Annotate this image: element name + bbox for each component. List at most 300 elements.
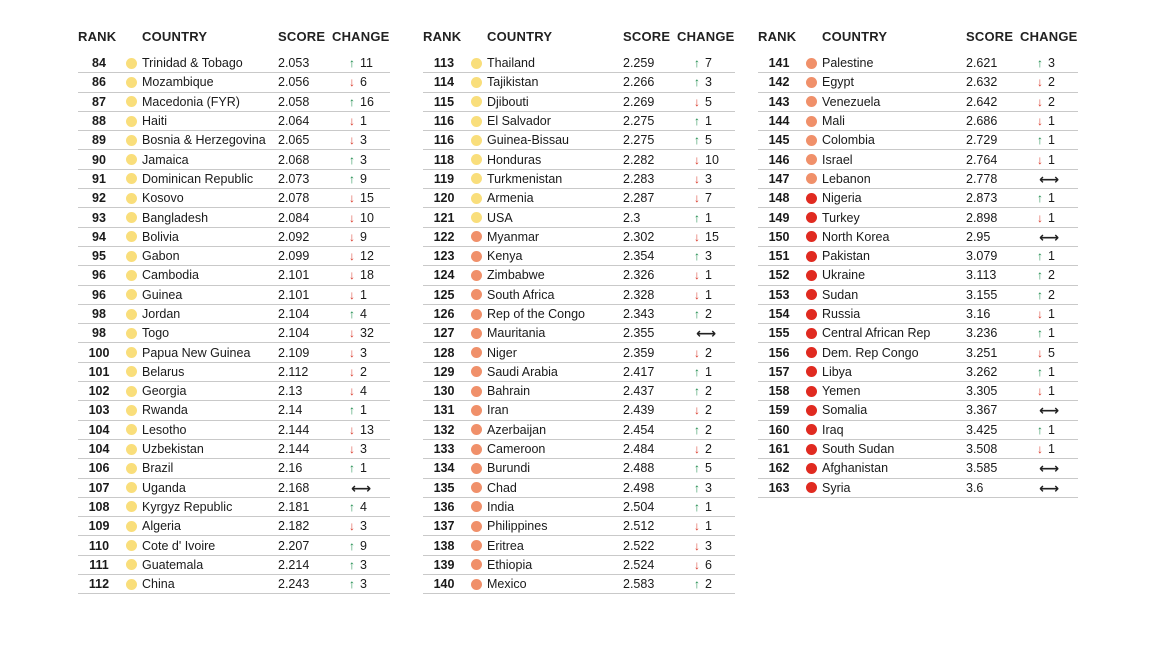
score-cell: 2.168 [278,480,310,495]
change-cell [332,95,390,109]
arrow-up-icon: ↑ [1037,364,1043,379]
change-value: 1 [1048,249,1055,264]
country-cell: Djibouti [487,94,529,109]
country-cell: Cote d' Ivoire [142,538,216,553]
header-rank: RANK [423,28,462,44]
arrow-up-icon: ↑ [349,461,355,476]
change-value: 5 [705,133,712,148]
change-value: 1 [1048,442,1055,457]
country-cell: El Salvador [487,114,551,129]
tier-dot-cell [120,540,142,551]
table-row [78,498,390,517]
table-row [758,131,1078,150]
change-cell [332,249,390,263]
tier-dot-icon [806,251,817,262]
country-cell: Georgia [142,384,187,399]
change-cell [677,114,735,128]
score-cell: 2.484 [623,442,655,457]
arrow-down-icon: ↓ [1037,210,1043,225]
arrow-up-icon: ↑ [349,403,355,418]
change-cell [677,153,735,167]
table-row [423,150,735,169]
arrow-up-icon: ↑ [694,422,700,437]
change-value: 3 [705,480,712,495]
country-cell: Papua New Guinea [142,345,251,360]
tier-dot-icon [471,482,482,493]
change-value: 2 [705,384,712,399]
tier-dot-icon [126,154,137,165]
rank-cell: 92 [92,191,106,206]
change-cell [677,384,735,398]
arrow-down-icon: ↓ [349,268,355,283]
rank-cell: 142 [768,75,790,90]
change-cell [1020,56,1078,70]
tier-dot-icon [126,58,137,69]
arrow-up-icon: ↑ [694,577,700,592]
arrow-down-icon: ↓ [349,364,355,379]
rank-cell: 123 [433,249,455,264]
change-value: 3 [360,577,367,592]
change-cell [1020,442,1078,456]
score-cell: 3.251 [966,345,998,360]
score-cell: 2.065 [278,133,310,148]
change-cell [677,172,735,186]
table-row [78,343,390,362]
score-cell: 3.113 [966,268,997,283]
country-cell: Armenia [487,191,534,206]
country-cell: Guinea [142,287,183,302]
table-row [78,73,390,92]
change-cell [1020,365,1078,379]
rank-cell: 106 [88,461,110,476]
tier-dot-cell [800,309,822,320]
tier-dot-icon [471,424,482,435]
country-cell: Bangladesh [142,210,209,225]
tier-dot-icon [471,231,482,242]
tier-dot-icon [126,579,137,590]
country-cell: Palestine [822,56,874,71]
arrow-down-icon: ↓ [1037,442,1043,457]
arrow-up-icon: ↑ [349,307,355,321]
change-value: 3 [360,519,367,534]
header-country: COUNTRY [822,28,888,44]
rank-cell: 150 [768,229,790,244]
tier-dot-cell [120,501,142,512]
tier-dot-cell [800,463,822,474]
change-cell [1020,95,1078,109]
tier-dot-cell [120,328,142,339]
tier-dot-icon [126,328,137,339]
rank-cell: 96 [92,268,106,283]
score-cell: 2.073 [278,171,310,186]
arrow-up-icon: ↑ [694,499,700,514]
table-row [758,343,1078,362]
rank-cell: 89 [92,133,106,148]
table-row [78,208,390,227]
table-row [758,189,1078,208]
arrow-up-icon: ↑ [694,364,700,379]
change-cell [677,346,735,360]
change-value: 1 [705,499,712,514]
change-cell [677,133,735,147]
tier-dot-icon [126,463,137,474]
tier-dot-icon [806,212,817,223]
arrow-up-icon: ↑ [694,384,700,399]
score-cell: 3.508 [966,442,998,457]
tier-dot-icon [126,193,137,204]
tier-dot-cell [120,559,142,570]
tier-dot-cell [800,154,822,165]
tier-dot-icon [126,212,137,223]
country-cell: Macedonia (FYR) [142,94,240,109]
country-cell: Rwanda [142,403,188,418]
table-row [423,575,735,594]
table-row [423,382,735,401]
country-cell: Syria [822,480,851,495]
rank-cell: 118 [433,152,455,167]
change-value: 1 [705,210,712,225]
rank-cell: 101 [88,364,110,379]
tier-dot-icon [806,231,817,242]
change-cell [332,558,390,572]
country-cell: Iran [487,403,509,418]
tier-dot-cell [465,482,487,493]
table-column-3 [758,24,1078,498]
rank-cell: 98 [92,307,106,321]
rank-cell: 154 [768,307,790,321]
score-cell: 3.236 [966,326,998,341]
country-cell: Mauritania [487,326,546,341]
tier-dot-icon [126,116,137,127]
score-cell: 3.079 [966,249,998,264]
table-row [758,479,1078,498]
rank-cell: 112 [88,577,110,592]
tier-dot-cell [800,135,822,146]
table-row [78,517,390,536]
tier-dot-icon [126,559,137,570]
rank-cell: 103 [88,403,110,418]
change-value: 3 [1048,56,1055,71]
table-row [423,440,735,459]
change-cell [677,326,735,340]
score-cell: 2.632 [966,75,998,90]
tier-dot-cell [800,328,822,339]
arrow-down-icon: ↓ [1037,152,1043,167]
arrow-down-icon: ↓ [1037,345,1043,360]
table-row [78,112,390,131]
arrow-down-icon: ↓ [694,268,700,283]
tier-dot-cell [465,96,487,107]
tier-dot-cell [465,231,487,242]
country-cell: Venezuela [822,94,881,109]
tier-dot-cell [465,58,487,69]
table-row [423,479,735,498]
tier-dot-icon [126,173,137,184]
change-value: 2 [1048,268,1055,283]
tier-dot-cell [465,116,487,127]
change-cell [332,442,390,456]
table-row [423,459,735,478]
change-value: 2 [1048,287,1055,302]
tier-dot-icon [806,386,817,397]
arrow-up-icon: ↑ [694,114,700,129]
table-row [423,208,735,227]
arrow-up-icon: ↑ [1037,326,1043,341]
table-row [423,286,735,305]
tier-dot-icon [806,347,817,358]
change-cell [332,114,390,128]
rank-cell: 143 [768,94,790,109]
country-cell: Jordan [142,307,181,321]
table-row [758,208,1078,227]
change-value: 2 [705,577,712,592]
score-cell: 2.328 [623,287,655,302]
tier-dot-icon [806,405,817,416]
country-cell: Saudi Arabia [487,364,558,379]
country-cell: Guatemala [142,557,204,572]
table-row [78,131,390,150]
tier-dot-icon [471,270,482,281]
change-cell [677,577,735,591]
arrow-down-icon: ↓ [349,345,355,360]
rank-cell: 90 [92,152,106,167]
tier-dot-cell [465,270,487,281]
arrow-up-icon: ↑ [1037,249,1043,264]
table-column-2 [423,24,735,594]
arrow-both-icon: ⟷ [695,325,717,342]
country-cell: Uganda [142,480,186,495]
header-row [78,24,390,48]
rank-cell: 111 [89,557,109,572]
table-row [423,498,735,517]
tier-dot-icon [806,116,817,127]
rows-2 [423,53,735,594]
score-cell: 2.3 [623,210,641,225]
change-cell [1020,403,1078,417]
arrow-up-icon: ↑ [1037,191,1043,206]
rank-cell: 152 [768,268,790,283]
table-row [758,112,1078,131]
table-row [423,93,735,112]
change-cell [677,230,735,244]
table-row [423,54,735,73]
tier-dot-cell [120,154,142,165]
rank-cell: 116 [433,133,455,148]
tier-dot-cell [120,116,142,127]
change-cell [677,75,735,89]
change-value: 1 [360,403,367,418]
change-value: 11 [360,56,373,71]
tier-dot-icon [471,96,482,107]
country-cell: Mexico [487,577,527,592]
tier-dot-cell [800,366,822,377]
rank-cell: 159 [768,403,790,418]
score-cell: 2.488 [623,461,655,476]
change-cell [332,500,390,514]
header-rank: RANK [78,28,117,44]
change-cell [332,423,390,437]
rank-cell: 160 [768,422,790,437]
tier-dot-cell [465,501,487,512]
table-row [78,189,390,208]
score-cell: 2.13 [278,384,303,399]
tier-dot-icon [471,173,482,184]
tier-dot-cell [465,154,487,165]
arrow-down-icon: ↓ [1037,94,1043,109]
table-row [423,170,735,189]
tier-dot-cell [800,96,822,107]
rank-cell: 91 [92,171,106,186]
score-cell: 2.326 [623,268,655,283]
tier-dot-cell [120,366,142,377]
change-cell [1020,288,1078,302]
change-value: 1 [705,114,712,129]
rank-cell: 153 [768,287,790,302]
table-row [78,536,390,555]
change-cell [332,365,390,379]
tier-dot-icon [806,96,817,107]
score-cell: 2.259 [623,56,655,71]
rank-cell: 96 [92,287,106,302]
tier-dot-cell [465,386,487,397]
change-value: 7 [705,191,712,206]
change-value: 10 [360,210,374,225]
change-cell [677,56,735,70]
arrow-up-icon: ↑ [349,538,355,553]
tier-dot-cell [465,463,487,474]
change-cell [332,56,390,70]
arrow-both-icon: ⟷ [1038,479,1060,496]
change-cell [677,442,735,456]
arrow-up-icon: ↑ [1037,268,1043,283]
score-cell: 2.058 [278,94,310,109]
country-cell: Cambodia [142,268,199,283]
table-row [423,324,735,343]
table-row [78,324,390,343]
tier-dot-cell [120,309,142,320]
rank-cell: 126 [433,307,455,321]
tier-dot-cell [800,116,822,127]
table-row [758,324,1078,343]
change-value: 1 [1048,326,1055,341]
arrow-down-icon: ↓ [349,287,355,302]
tier-dot-icon [471,58,482,69]
change-cell [1020,230,1078,244]
country-cell: Central African Rep [822,326,931,341]
arrow-down-icon: ↓ [1037,75,1043,90]
country-cell: Mozambique [142,75,214,90]
tier-dot-cell [465,193,487,204]
country-cell: Lebanon [822,171,871,186]
table-row [423,343,735,362]
score-cell: 2.068 [278,152,310,167]
change-value: 6 [360,75,367,90]
change-cell [332,307,390,321]
change-value: 1 [360,114,367,129]
country-cell: Philippines [487,519,548,534]
rank-cell: 120 [433,191,455,206]
table-row [78,556,390,575]
rank-cell: 141 [768,56,790,71]
tier-dot-cell [800,173,822,184]
tier-dot-icon [471,579,482,590]
arrow-both-icon: ⟷ [1038,228,1060,245]
rank-cell: 149 [768,210,790,225]
rank-cell: 145 [768,133,790,148]
change-value: 4 [360,307,367,321]
arrow-up-icon: ↑ [694,210,700,225]
table-row [758,401,1078,420]
tier-dot-cell [800,444,822,455]
tier-dot-cell [465,328,487,339]
country-cell: Kenya [487,249,523,264]
arrow-up-icon: ↑ [1037,133,1043,148]
tier-dot-icon [126,231,137,242]
change-value: 5 [705,461,712,476]
table-row [78,363,390,382]
arrow-down-icon: ↓ [694,171,700,186]
change-cell [677,403,735,417]
header-row [758,24,1078,48]
change-cell [1020,346,1078,360]
arrow-down-icon: ↓ [1037,384,1043,399]
table-row [78,54,390,73]
change-cell [332,481,390,495]
country-cell: Burundi [487,461,531,476]
change-cell [332,326,390,340]
table-row [758,54,1078,73]
change-value: 3 [360,557,367,572]
tier-dot-cell [465,579,487,590]
score-cell: 2.099 [278,249,310,264]
rank-cell: 146 [768,152,790,167]
country-cell: Ethiopia [487,557,533,572]
tier-dot-cell [120,58,142,69]
tier-dot-cell [465,251,487,262]
table-row [758,73,1078,92]
change-value: 1 [1048,191,1055,206]
tier-dot-cell [120,444,142,455]
tier-dot-cell [800,405,822,416]
tier-dot-icon [806,270,817,281]
change-cell [1020,268,1078,282]
rank-cell: 104 [88,442,110,457]
arrow-down-icon: ↓ [349,75,355,90]
change-cell [677,288,735,302]
change-cell [677,558,735,572]
table-row [423,401,735,420]
change-cell [332,133,390,147]
arrow-up-icon: ↑ [694,75,700,90]
change-cell [332,191,390,205]
arrow-down-icon: ↓ [349,191,355,206]
tier-dot-icon [806,58,817,69]
header-score: SCORE [623,28,671,44]
change-cell [1020,307,1078,321]
country-cell: China [142,577,175,592]
rank-cell: 86 [92,75,106,90]
change-value: 7 [705,56,712,71]
arrow-both-icon: ⟷ [350,479,372,496]
score-cell: 2.686 [966,114,998,129]
tier-dot-icon [126,289,137,300]
change-cell [332,519,390,533]
rank-cell: 107 [88,480,110,495]
arrow-both-icon: ⟷ [1038,402,1060,419]
change-cell [332,211,390,225]
change-value: 3 [360,442,367,457]
score-cell: 2.182 [278,519,310,534]
